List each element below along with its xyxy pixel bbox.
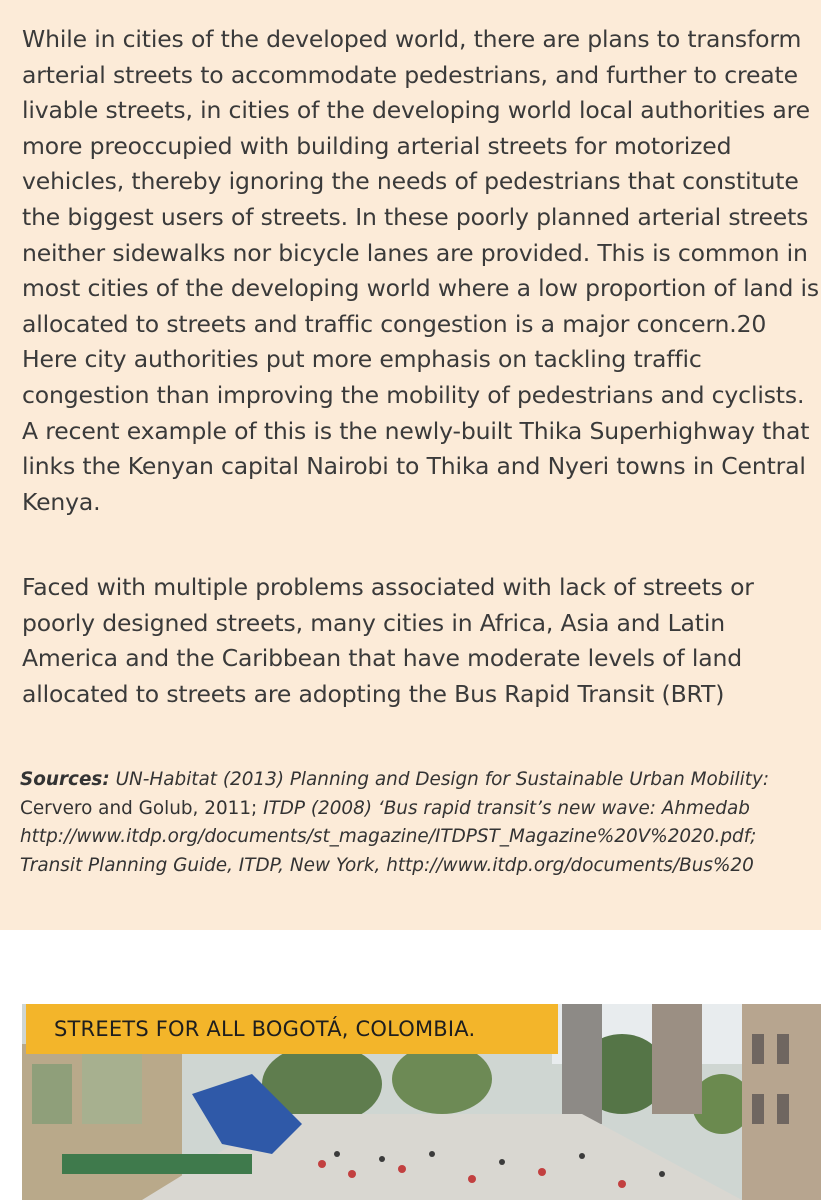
sources-line-2 bbox=[20, 795, 821, 824]
sources-line-1 bbox=[20, 766, 821, 795]
sources-line-2-text: ITDP (2008) ‘Bus rapid transit’s new wave: Ahmedab bbox=[257, 797, 750, 819]
photo-title-banner: STREETS FOR ALL BOGOTÁ, COLOMBIA. bbox=[26, 1004, 558, 1054]
sources-label: Sources: bbox=[20, 769, 110, 790]
sources-line-4: Transit Planning Guide, ITDP, New York, http://www.itdp.org/documents/Bus%20 bbox=[20, 854, 754, 876]
sources-line-2-upright: Cervero and Golub, 2011; bbox=[20, 797, 258, 819]
sources-line-3[interactable]: http://www.itdp.org/documents/st_magazine/ITDPST_Magazine%20V%2020.pdf; bbox=[20, 826, 757, 847]
body-paragraph-2: Faced with multiple problems associated with lack of streets or poorly designed streets, many cities in Africa, Asia and Latin America and the Caribbean that have moderate levels of land allocated to streets are adopting the Bus Rapid Transit (BRT) bbox=[22, 573, 754, 708]
sources-line-1-text: UN-Habitat (2013) Planning and Design for Sustainable Urban Mobility: bbox=[109, 769, 770, 790]
sources-block bbox=[20, 766, 821, 880]
body-paragraph-1: While in cities of the developed world, there are plans to transform arterial streets to accommodate pedestrians, and further to create livable streets, in cities of the developing world local authorities are more preoccupied with building arterial streets for motorized vehicles, thereby ignoring the needs of pedestrians that constitute the biggest users of streets. In these poorly planned arterial streets neither sidewalks nor bicycle lanes are provided. This is common in most cities of the developing world where a low proportion of land is allocated to streets and traffic congestion is a major concern.20 Here city authorities put more emphasis on tackling traffic congestion than improving the mobility of pedestrians and cyclists. A recent example of this is the newly-built Thika Superhighway that links the Kenyan capital Nairobi to Thika and Nyeri towns in Central Kenya. bbox=[22, 25, 820, 516]
